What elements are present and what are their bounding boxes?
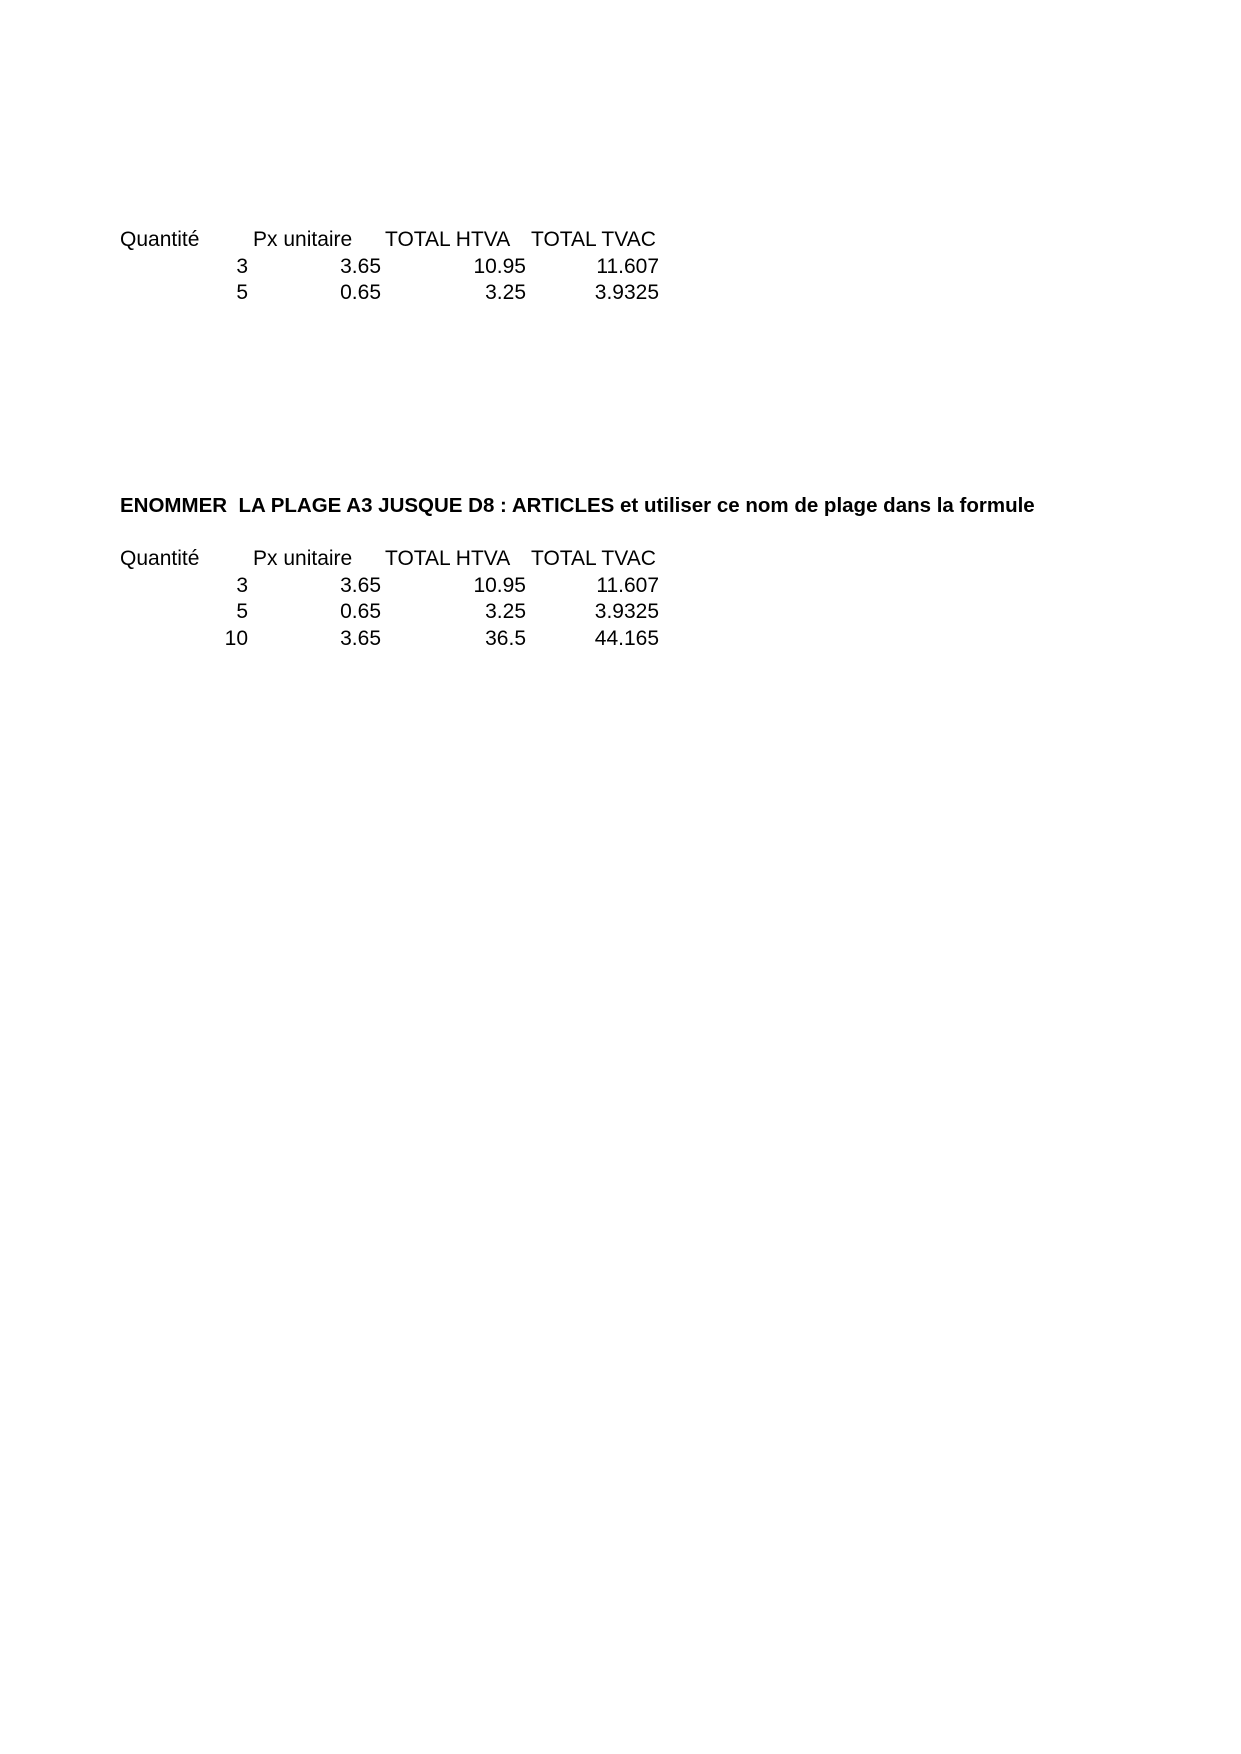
header-total-tvac: TOTAL TVAC [531,547,656,570]
price-table-1 [120,227,660,307]
cell-px-unitaire: 3.65 [340,627,381,651]
cell-total-htva: 36.5 [485,627,526,651]
header-total-htva: TOTAL HTVA [385,547,511,570]
cell-total-htva: 10.95 [473,573,526,597]
cell-px-unitaire: 0.65 [340,600,381,624]
header-px-unitaire: Px unitaire [253,228,353,251]
header-quantite: Quantité [120,228,200,251]
table-row [120,280,660,307]
cell-quantite: 5 [236,281,248,305]
table-header-row [120,227,660,254]
table-header-row [120,546,660,573]
cell-quantite: 3 [236,573,248,597]
cell-total-htva: 3.25 [485,600,526,624]
cell-total-htva: 10.95 [473,254,526,278]
cell-px-unitaire: 3.65 [340,254,381,278]
instruction-text: ENOMMER LA PLAGE A3 JUSQUE D8 : ARTICLES et utiliser ce nom de plage dans la formule [120,494,1035,517]
cell-total-htva: 3.25 [485,281,526,305]
cell-px-unitaire: 3.65 [340,573,381,597]
table-row [120,626,660,653]
header-px-unitaire: Px unitaire [253,547,353,570]
cell-total-tvac: 11.607 [596,573,659,597]
header-total-htva: TOTAL HTVA [385,228,511,251]
price-table-2 [120,546,660,653]
header-quantite: Quantité [120,547,200,570]
cell-total-tvac: 3.9325 [594,600,659,624]
table-row [120,573,660,600]
cell-total-tvac: 44.165 [594,627,659,651]
cell-px-unitaire: 0.65 [340,281,381,305]
table-row [120,254,660,281]
cell-quantite: 10 [224,627,248,651]
cell-total-tvac: 3.9325 [594,281,659,305]
header-total-tvac: TOTAL TVAC [531,228,656,251]
cell-total-tvac: 11.607 [596,254,659,278]
cell-quantite: 3 [236,254,248,278]
cell-quantite: 5 [236,600,248,624]
table-row [120,599,660,626]
